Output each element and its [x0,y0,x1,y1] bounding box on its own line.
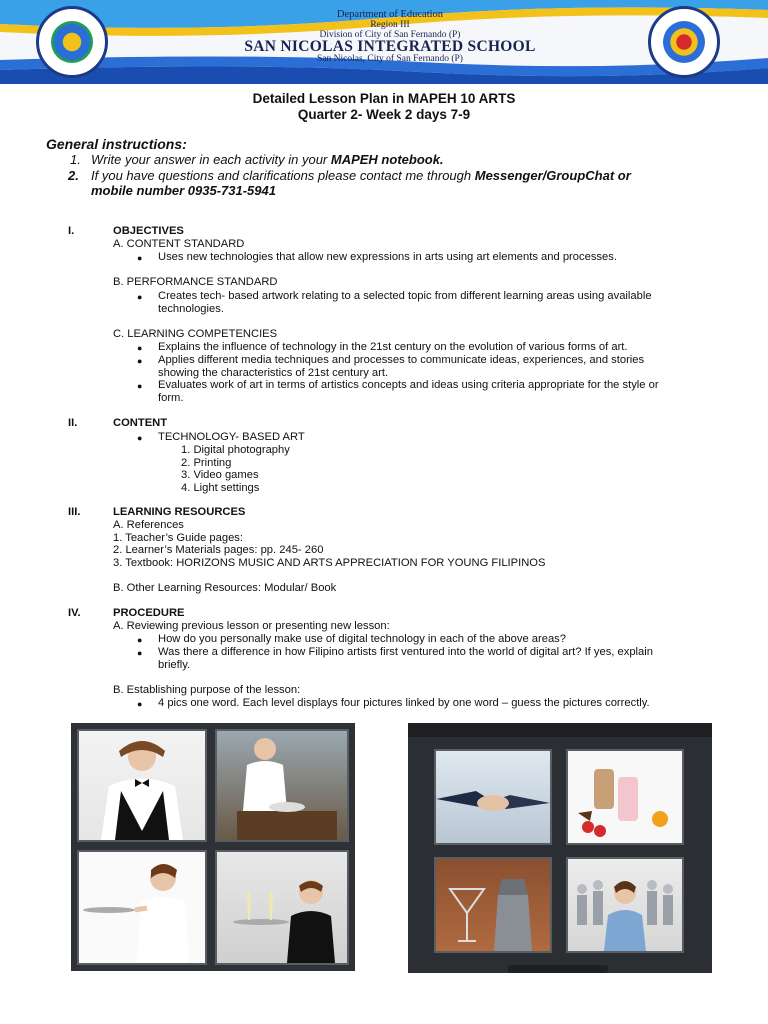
lesson-plan-subtitle: Quarter 2- Week 2 days 7-9 [297,107,471,122]
waitress-serving-illustration [217,731,347,840]
bullet: ● [137,253,143,263]
procedure-a-label: A. Reviewing previous lesson or presenting new lesson: [113,620,390,632]
references-label: A. References [113,519,184,531]
section-4-number: IV. [68,607,81,619]
deped-seal-logo [648,6,720,78]
competency-2-cont: showing the characteristics of 21st century art. [158,367,389,379]
bullet: ● [137,635,143,645]
section-3-number: III. [68,506,81,518]
section-4-title: PROCEDURE [113,607,185,619]
picture-smoothies [566,749,684,845]
handshake-illustration [436,751,550,843]
instruction-2-line2: mobile number 0935-731-5941 [91,183,276,198]
procedure-b-item: 4 pics one word. Each level displays four pictures linked by one word – guess the pictures correctly. [158,697,650,709]
competency-3: Evaluates work of art in terms of artistics concepts and ideas using criteria appropriate for the style or [158,379,659,391]
set-2-top-bar [408,723,712,737]
school-location: San Nicolas, City of San Fernando (P) [317,54,463,64]
picture-handshake [434,749,552,845]
instruction-1-bold: MAPEH notebook. [330,152,444,167]
department-name: Department of Education [336,9,444,20]
waitress-champagne-illustration [217,852,347,963]
waitress-vest-illustration [79,731,205,840]
procedure-a-question-2: Was there a difference in how Filipino artists first ventured into the world of digital art? If yes, explain [158,646,653,658]
cocktail-shaker-illustration [436,859,550,951]
picture-group-woman [566,857,684,953]
bullet: ● [137,292,143,302]
competency-3-cont: form. [158,392,184,404]
school-seal-logo [36,6,108,78]
performance-standard-item-cont: technologies. [158,303,224,315]
picture-waitress-serving [215,729,349,842]
bullet: ● [137,433,143,443]
instruction-1 [91,152,444,167]
four-pics-set-2 [408,723,712,973]
reference-item: 3. Textbook: HORIZONS MUSIC AND ARTS APPRECIATION FOR YOUNG FILIPINOS [113,557,546,569]
content-list-item: 1. Digital photography [181,444,290,456]
content-topic: TECHNOLOGY- BASED ART [158,431,305,443]
set-2-bottom-bar [508,965,608,973]
content-standard-label: A. CONTENT STANDARD [113,238,245,250]
section-2-number: II. [68,417,78,429]
bullet: ● [137,648,143,658]
procedure-b-label: B. Establishing purpose of the lesson: [113,684,301,696]
smoothies-illustration [568,751,682,843]
picture-waitress-tray [77,850,207,965]
content-list-item: 2. Printing [181,457,232,469]
instruction-2-number: 2. [68,168,79,183]
performance-standard-label: B. PERFORMANCE STANDARD [113,276,278,288]
lesson-plan-title: Detailed Lesson Plan in MAPEH 10 ARTS [252,91,516,106]
procedure-a-question-2-cont: briefly. [158,659,191,671]
reference-item: 1. Teacher’s Guide pages: [113,532,243,544]
competency-1: Explains the influence of technology in the 21st century on the evolution of various forms of art. [158,341,628,353]
section-1-number: I. [68,225,75,237]
bullet: ● [137,381,143,391]
instruction-2-bold: Messenger/GroupChat or [474,168,631,183]
instruction-1-text: Write your answer in each activity in your [91,152,331,167]
picture-waitress-vest [77,729,207,842]
bullet: ● [137,356,143,366]
reference-item: 2. Learner’s Materials pages: pp. 245- 260 [113,544,324,556]
waitress-tray-illustration [79,852,205,963]
general-instructions-heading: General instructions: [46,136,187,152]
instruction-1-number: 1. [70,152,81,167]
competency-2: Applies different media techniques and processes to communicate ideas, experiences, and stories [158,354,645,366]
bullet: ● [137,699,143,709]
section-3-title: LEARNING RESOURCES [113,506,246,518]
content-standard-item: Uses new technologies that allow new expressions in arts using art elements and processes. [158,251,617,263]
group-woman-illustration [568,859,682,951]
procedure-a-question-1: How do you personally make use of digital technology in each of the above areas? [158,633,566,645]
instruction-2 [91,168,631,183]
learning-competencies-label: C. LEARNING COMPETENCIES [113,328,278,340]
content-list-item: 3. Video games [181,469,259,481]
picture-cocktail-shaker [434,857,552,953]
four-pics-set-1 [71,723,355,971]
section-1-title: OBJECTIVES [113,225,184,237]
bullet: ● [137,343,143,353]
region-name: Region III [370,20,410,30]
other-resources: B. Other Learning Resources: Modular/ Book [113,582,337,594]
header-banner [0,0,768,84]
performance-standard-item: Creates tech- based artwork relating to a selected topic from different learning areas using available [158,290,652,302]
content-list-item: 4. Light settings [181,482,260,494]
picture-waitress-champagne [215,850,349,965]
division-name: Division of City of San Fernando (P) [319,30,461,40]
instruction-2-text: If you have questions and clarifications please contact me through [91,168,475,183]
school-name: SAN NICOLAS INTEGRATED SCHOOL [244,38,536,55]
section-2-title: CONTENT [113,417,168,429]
